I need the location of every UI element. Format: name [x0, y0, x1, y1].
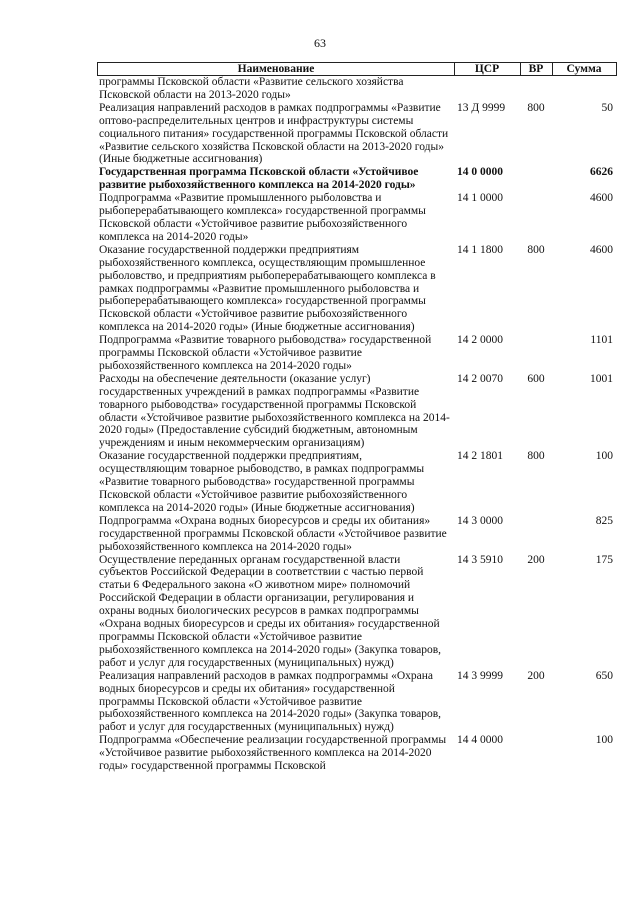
row-name: программы Псковской области «Развитие сельского хозяйства Псковской области на 2013-2020 годы»: [99, 76, 404, 101]
row-sum: 1101: [590, 334, 613, 347]
row-name: Оказание государственной поддержки предприятиям рыбохозяйственного комплекса, осуществляющим промышленное рыболовство, и предприятиям рыбоперерабатывающего комплекса в рамках подпрограммы «Развитие промышленного рыболовства и рыбоперерабатывающего комплекса» государственной программы Псковской области «Устойчивое развитие рыбохозяйственного комплекса на 2014-2020 годы» (Иные бюджетные ассигнования): [99, 243, 436, 334]
row-vr: 800: [527, 243, 545, 256]
table-row: [97, 670, 617, 735]
table-row: [97, 334, 617, 373]
table-row: [97, 102, 617, 167]
table-body: [97, 76, 617, 773]
row-name: Оказание государственной поддержки предприятиям, осуществляющим товарное рыбоводство, в рамках подпрограммы «Развитие товарного рыбоводства» государственной программы Псковской области «Устойчивое развитие рыбохозяйственного комплекса на 2014-2020 годы» (Иные бюджетные ассигнования): [99, 450, 425, 514]
table-row: [97, 76, 617, 102]
row-name: Расходы на обеспечение деятельности (оказание услуг) государственных учреждений в рамках подпрограммы «Развитие товарного рыбоводства» государственной программы Псковской области «Устойчивое развитие рыбохозяйственного комплекса на 2014-2020 годы» (Предоставление субсидий бюджетным, автономным учреждениям и иным некоммерческим организациям): [99, 372, 450, 450]
row-sum: 4600: [590, 192, 613, 205]
table-row: [97, 734, 617, 773]
row-name: Реализация направлений расходов в рамках подпрограммы «Развитие оптово-распределительных центров и инфраструктуры системы социального питания» государственной программы Псковской области «Развитие сельского хозяйства Псковской области на 2013-2020 годы» (Иные бюджетные ассигнования): [99, 101, 449, 166]
row-csr: 14 2 1801: [457, 450, 503, 463]
table-row: [97, 450, 617, 515]
row-name: Государственная программа Псковской области «Устойчивое развитие рыбохозяйственного комплекса на 2014-2020 годы»: [99, 166, 419, 192]
row-csr: 14 0 0000: [457, 166, 503, 179]
header-sum: Сумма: [566, 63, 602, 75]
row-sum: 825: [595, 514, 613, 527]
table-row: [97, 515, 617, 554]
table-row: [97, 244, 617, 334]
row-name: Осуществление переданных органам государственной власти субъектов Российской Федерации в соответствии с частью первой статьи 6 Федерального закона «О животном мире» полномочий Российской Федерации в области организации, регулирования и охраны водных биологических ресурсов в рамках подпрограммы «Охрана водных биоресурсов и среды их обитания» государственной программы Псковской области «Устойчивое развитие рыбохозяйственного комплекса на 2014-2020 годы» (Закупка товаров, работ и услуг для государственных (муниципальных) нужд): [99, 553, 442, 669]
row-sum: 650: [595, 669, 613, 682]
row-vr: 200: [527, 669, 545, 682]
header-name: Наименование: [98, 63, 455, 75]
header-csr: ЦСР: [454, 63, 521, 75]
row-name: Реализация направлений расходов в рамках подпрограммы «Охрана водных биоресурсов и среды их обитания» государственной программы Псковской области «Устойчивое развитие рыбохозяйственного комплекса на 2014-2020 годы» (Закупка товаров, работ и услуг для государственных (муниципальных) нужд): [99, 669, 442, 734]
row-vr: 600: [527, 372, 545, 385]
row-vr: 800: [527, 101, 545, 114]
row-vr: 800: [527, 450, 545, 463]
page-number: 63: [314, 36, 326, 50]
row-name: Подпрограмма «Развитие товарного рыбоводства» государственной программы Псковской области «Устойчивое развитие рыбохозяйственного комплекса на 2014-2020 годы»: [99, 334, 432, 372]
row-csr: 14 4 0000: [457, 734, 503, 747]
row-name: Подпрограмма «Обеспечение реализации государственной программы «Устойчивое развитие рыбохозяйственного комплекса на 2014-2020 годы» государственной программы Псковской: [99, 734, 447, 773]
row-csr: 13 Д 9999: [457, 101, 506, 114]
budget-table: [97, 62, 617, 773]
row-csr: 14 1 1800: [457, 243, 503, 256]
header-vr: ВР: [520, 63, 553, 75]
row-sum: 6626: [590, 166, 613, 179]
row-csr: 14 3 5910: [457, 553, 503, 566]
row-csr: 14 2 0070: [457, 372, 503, 385]
table-row: [97, 192, 617, 244]
row-sum: 175: [595, 553, 613, 566]
row-csr: 14 3 9999: [457, 669, 503, 682]
table-row: [97, 166, 617, 192]
row-csr: 14 3 0000: [457, 514, 503, 527]
row-sum: 1001: [590, 372, 613, 385]
table-row: [97, 554, 617, 670]
row-sum: 100: [595, 734, 613, 747]
row-vr: 200: [527, 553, 545, 566]
row-csr: 14 1 0000: [457, 192, 503, 205]
table-row: [97, 373, 617, 450]
row-name: Подпрограмма «Развитие промышленного рыболовства и рыбоперерабатывающего комплекса» государственной программы Псковской области «Устойчивое развитие рыбохозяйственного комплекса на 2014-2020 годы»: [99, 192, 426, 243]
row-sum: 4600: [590, 243, 613, 256]
row-sum: 100: [595, 450, 613, 463]
row-name: Подпрограмма «Охрана водных биоресурсов и среды их обитания» государственной программы Псковской области «Устойчивое развитие рыбохозяйственного комплекса на 2014-2020 годы»: [99, 514, 447, 553]
row-csr: 14 2 0000: [457, 334, 503, 347]
table-header: [97, 62, 617, 76]
row-sum: 50: [601, 101, 613, 114]
